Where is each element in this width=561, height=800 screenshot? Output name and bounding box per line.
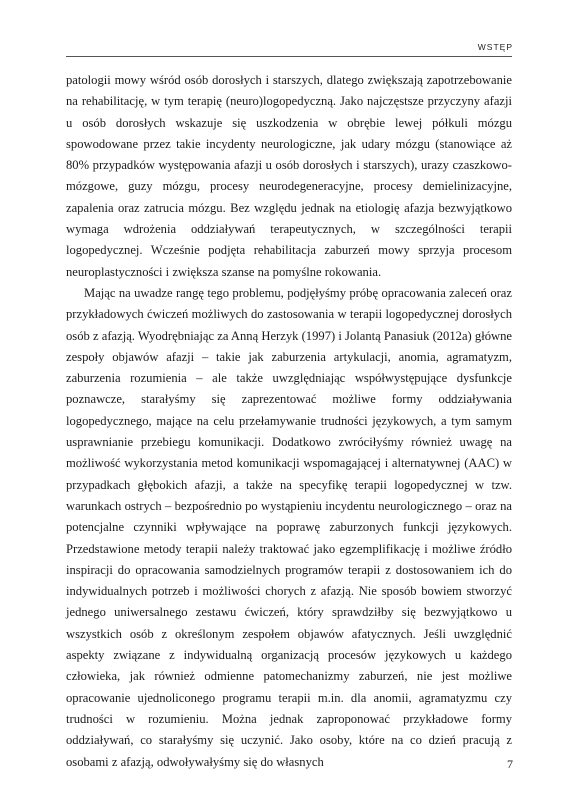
paragraph-problem-rank: Mając na uwadze rangę tego problemu, podjęłyśmy próbę opracowania zaleceń oraz przykładowych ćwiczeń możliwych do zastosowania w terapii logopedycznej dorosłych osób z afazją. Wyodrębniając za Anną Herzyk (1997) i Jolantą Panasiuk (2012a) główne zespoły objawów afazji – takie jak zaburzenia artykulacji, anomia, agramatyzm, zaburzenia rozumienia – ale także uwzględniając współwystępujące dysfunkcje poznawcze, starałyśmy się zaprezentować możliwe formy oddziaływania logopedycznego, mające na celu przełamywanie trudności językowych, a tym samym usprawnianie przebiegu komunikacji. Dodatkowo zwróciłyśmy również uwagę na możliwość wykorzystania metod komunikacji wspomagającej i alternatywnej (AAC) w przypadkach głębokich afazji, a także na specyfikę terapii logopedycznej w tzw. warunkach ostrych – bezpośrednio po wystąpieniu incydentu neurologicznego – oraz na potencjalne czynniki wpływające na poprawę zaburzonych funkcji językowych. Przedstawione metody terapii należy traktować jako egzemplifikację i możliwe źródło inspiracji do opracowania samodzielnych programów terapii z dostosowaniem ich do indywidualnych potrzeb i możliwości chorych z afazją. Nie sposób bowiem stworzyć jednego uniwersalnego zestawu ćwiczeń, który sprawdziłby się bezwyjątkowo u wszystkich osób z określonym zespołem objawów afatycznych. Jeśli uwzględnić aspekty związane z indywidualną organizacją procesów językowych u każdego człowieka, jak również odmienne patomechanizmy zaburzeń, nie jest możliwe opracowanie ujednoliconego programu terapii m.in. dla anomii, agramatyzmu czy trudności w rozumieniu. Można jednak zaproponować przykładowe formy oddziaływań, co starałyśmy się uczynić. Jako osoby, które na co dzień pracują z osobami z afazją, odwoływałyśmy się do własnych bbox=[66, 285, 512, 769]
running-head-title: WSTĘP bbox=[477, 42, 513, 52]
page-number: 7 bbox=[507, 757, 513, 771]
body-text bbox=[66, 70, 512, 773]
paragraph-continuation: patologii mowy wśród osób dorosłych i starszych, dlatego zwiększają zapotrzebowanie na rehabilitację, w tym terapię (neuro)logopedyczną. Jako najczęstsze przyczyny afazji u osób dorosłych wskazuje się uszkodzenia w obrębie lewej półkuli mózgu spowodowane przez takie incydenty neurologiczne, jak udary mózgu (stanowiące aż 80% przypadków występowania afazji u osób dorosłych i starszych), urazy czaszkowo-mózgowe, guzy mózgu, procesy neurodegeneracyjne, procesy demielinizacyjne, zapalenia oraz zatrucia mózgu. Bez względu jednak na etiologię afazja bezwyjątkowo wymaga wdrożenia oddziaływań terapeutycznych, w szczególności terapii logopedycznej. Wcześnie podjęta rehabilitacja zaburzeń mowy sprzyja procesom neuroplastyczności i zwiększa szanse na pomyślne rokowania. bbox=[66, 73, 512, 279]
header-rule bbox=[66, 56, 512, 57]
